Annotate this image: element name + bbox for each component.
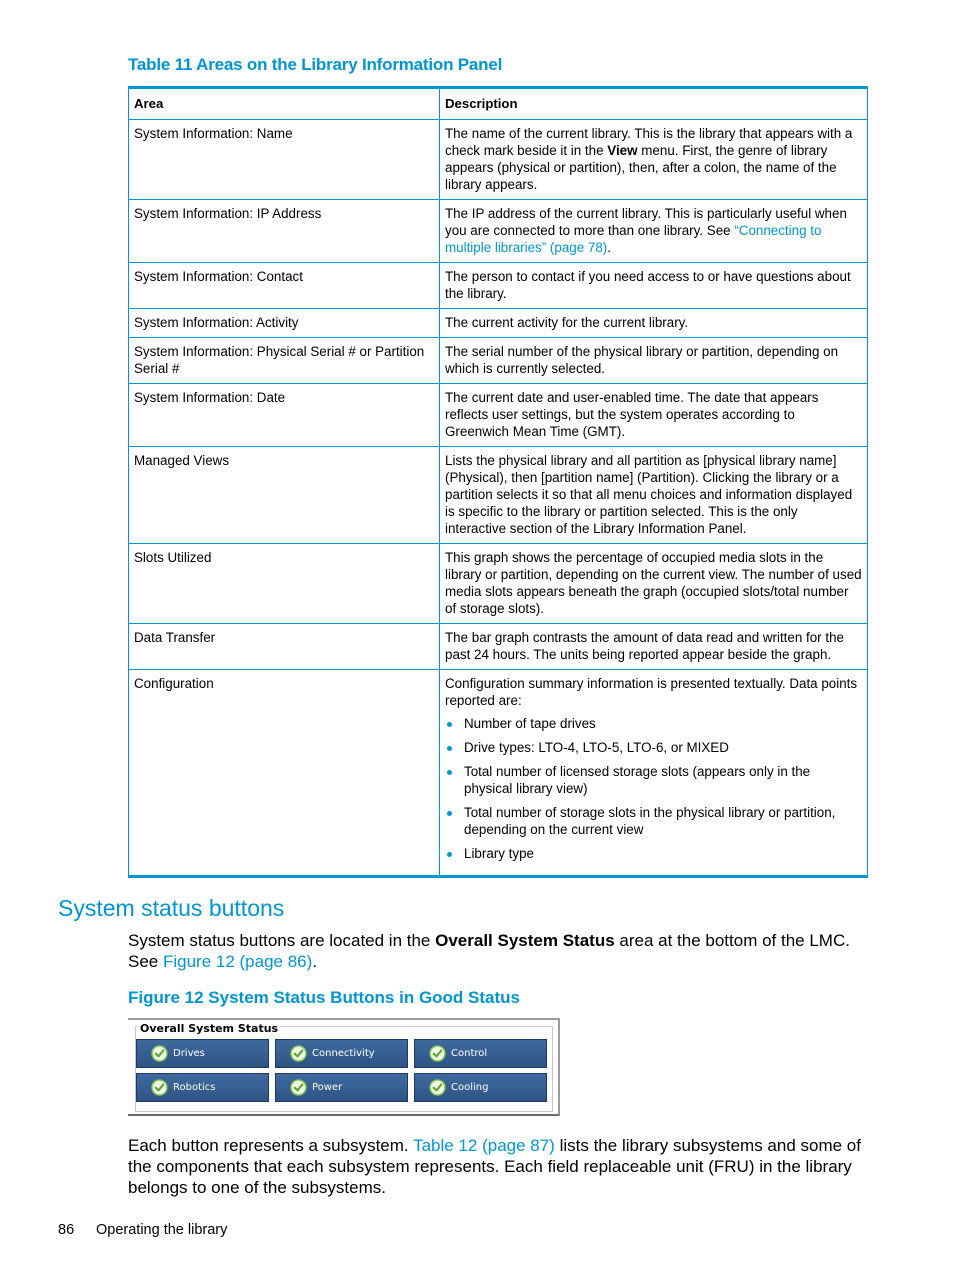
column-header-area: Area xyxy=(129,88,440,120)
area-cell: System Information: Physical Serial # or Partition Serial # xyxy=(129,338,440,384)
outro-text: lists the library subsystems and some of the components that each subsystem represents. Each field replaceable unit (FRU) in the library belongs to one of the subsystems. xyxy=(128,1136,861,1197)
list-item xyxy=(445,804,862,838)
area-cell: System Information: Contact xyxy=(129,263,440,309)
intro-paragraph xyxy=(128,930,873,972)
bullet-icon xyxy=(447,722,452,727)
check-circle-icon xyxy=(429,1045,446,1062)
configuration-bullet-list xyxy=(445,715,862,862)
area-cell: Configuration xyxy=(129,670,440,877)
check-circle-icon xyxy=(290,1045,307,1062)
area-cell: System Information: Name xyxy=(129,120,440,200)
description-cell: Lists the physical library and all partition as [physical library name] (Physical), then [partition name] (Partition). Clicking the library or a partition selects it so that all menu choices and information displayed is specific to the library or partition selected. This is the only interactive section of the Library Information Panel. xyxy=(440,447,868,544)
table-caption: Table 11 Areas on the Library Information Panel xyxy=(128,55,503,74)
description-cell: This graph shows the percentage of occupied media slots in the library or partition, depending on the current view. The number of used media slots appears beneath the graph (occupied slots/total number of storage slots). xyxy=(440,544,868,624)
list-item xyxy=(445,763,862,797)
intro-text: . xyxy=(312,952,318,971)
button-label: Power xyxy=(312,1082,343,1093)
page-footer xyxy=(58,1222,227,1238)
description-cell: The current activity for the current library. xyxy=(440,309,868,338)
intro-text: System status buttons are located in the xyxy=(128,931,436,950)
desc-text: menu. First, the genre of library appears (physical or partition), then, after a colon, the name of the library appears. xyxy=(445,143,837,192)
column-header-description: Description xyxy=(440,88,868,120)
button-label: Connectivity xyxy=(312,1048,375,1059)
bullet-icon xyxy=(447,852,452,857)
panel-title: Overall System Status xyxy=(140,1022,279,1035)
description-cell xyxy=(440,670,868,877)
list-item-text: Total number of storage slots in the physical library or partition, depending on the current view xyxy=(464,805,836,837)
robotics-status-button[interactable] xyxy=(136,1073,269,1102)
check-circle-icon xyxy=(151,1045,168,1062)
button-label: Cooling xyxy=(451,1082,489,1093)
connecting-libraries-link[interactable]: “Connecting to multiple libraries” (page 78) xyxy=(445,223,822,255)
desc-text: The name of the current library. This is the library that appears with a check mark beside it in the xyxy=(445,126,853,158)
list-item-text: Number of tape drives xyxy=(464,716,596,731)
area-cell: System Information: Activity xyxy=(129,309,440,338)
desc-text: . xyxy=(607,240,611,255)
system-status-panel xyxy=(128,1018,560,1116)
area-cell: System Information: Date xyxy=(129,384,440,447)
button-label: Control xyxy=(451,1048,488,1059)
list-item-text: Total number of licensed storage slots (appears only in the physical library view) xyxy=(464,764,811,796)
view-menu-term: View xyxy=(607,143,638,158)
desc-text: The IP address of the current library. This is particularly useful when you are connected to more than one library. See xyxy=(445,206,847,238)
section-heading: System status buttons xyxy=(58,895,285,921)
list-item-text: Drive types: LTO-4, LTO-5, LTO-6, or MIXED xyxy=(464,740,729,755)
table-row xyxy=(129,624,868,670)
overall-status-term: Overall System Status xyxy=(435,931,615,950)
figure-12-link[interactable]: Figure 12 (page 86) xyxy=(162,952,313,971)
table-row xyxy=(129,309,868,338)
description-cell: The current date and user-enabled time. The date that appears reflects user settings, but the system operates according to Greenwich Mean Time (GMT). xyxy=(440,384,868,447)
description-cell xyxy=(440,200,868,263)
area-cell: Managed Views xyxy=(129,447,440,544)
description-cell: The serial number of the physical library or partition, depending on which is currently selected. xyxy=(440,338,868,384)
drives-status-button[interactable] xyxy=(136,1039,269,1068)
description-cell xyxy=(440,120,868,200)
intro-text: area at the bottom of the LMC. See xyxy=(128,931,850,971)
table-row xyxy=(129,447,868,544)
bullet-icon xyxy=(447,770,452,775)
table-header-row xyxy=(129,88,868,120)
cooling-status-button[interactable] xyxy=(414,1073,547,1102)
list-item-text: Library type xyxy=(464,846,534,861)
outro-paragraph xyxy=(128,1135,873,1198)
figure-caption: Figure 12 System Status Buttons in Good Status xyxy=(128,988,520,1007)
power-status-button[interactable] xyxy=(275,1073,408,1102)
area-cell: System Information: IP Address xyxy=(129,200,440,263)
table-row xyxy=(129,338,868,384)
list-item xyxy=(445,845,862,862)
button-label: Drives xyxy=(173,1048,205,1059)
connectivity-status-button[interactable] xyxy=(275,1039,408,1068)
table-row xyxy=(129,670,868,877)
description-cell: The person to contact if you need access to or have questions about the library. xyxy=(440,263,868,309)
table-row xyxy=(129,544,868,624)
check-circle-icon xyxy=(429,1079,446,1096)
outro-text: Each button represents a subsystem. xyxy=(128,1136,414,1155)
area-cell: Slots Utilized xyxy=(129,544,440,624)
table-12-link[interactable]: Table 12 (page 87) xyxy=(413,1136,555,1155)
check-circle-icon xyxy=(151,1079,168,1096)
bullet-icon xyxy=(447,746,452,751)
list-item xyxy=(445,739,862,756)
area-cell: Data Transfer xyxy=(129,624,440,670)
table-row xyxy=(129,263,868,309)
table-row xyxy=(129,200,868,263)
library-info-table xyxy=(128,86,868,878)
chapter-title: Operating the library xyxy=(96,1222,228,1238)
description-cell: The bar graph contrasts the amount of data read and written for the past 24 hours. The units being reported appear beside the graph. xyxy=(440,624,868,670)
button-label: Robotics xyxy=(173,1082,216,1093)
table-row xyxy=(129,120,868,200)
desc-text: Configuration summary information is presented textually. Data points reported are: xyxy=(445,676,858,708)
check-circle-icon xyxy=(290,1079,307,1096)
list-item xyxy=(445,715,862,732)
table-row xyxy=(129,384,868,447)
control-status-button[interactable] xyxy=(414,1039,547,1068)
bullet-icon xyxy=(447,811,452,816)
page-number: 86 xyxy=(58,1222,75,1238)
